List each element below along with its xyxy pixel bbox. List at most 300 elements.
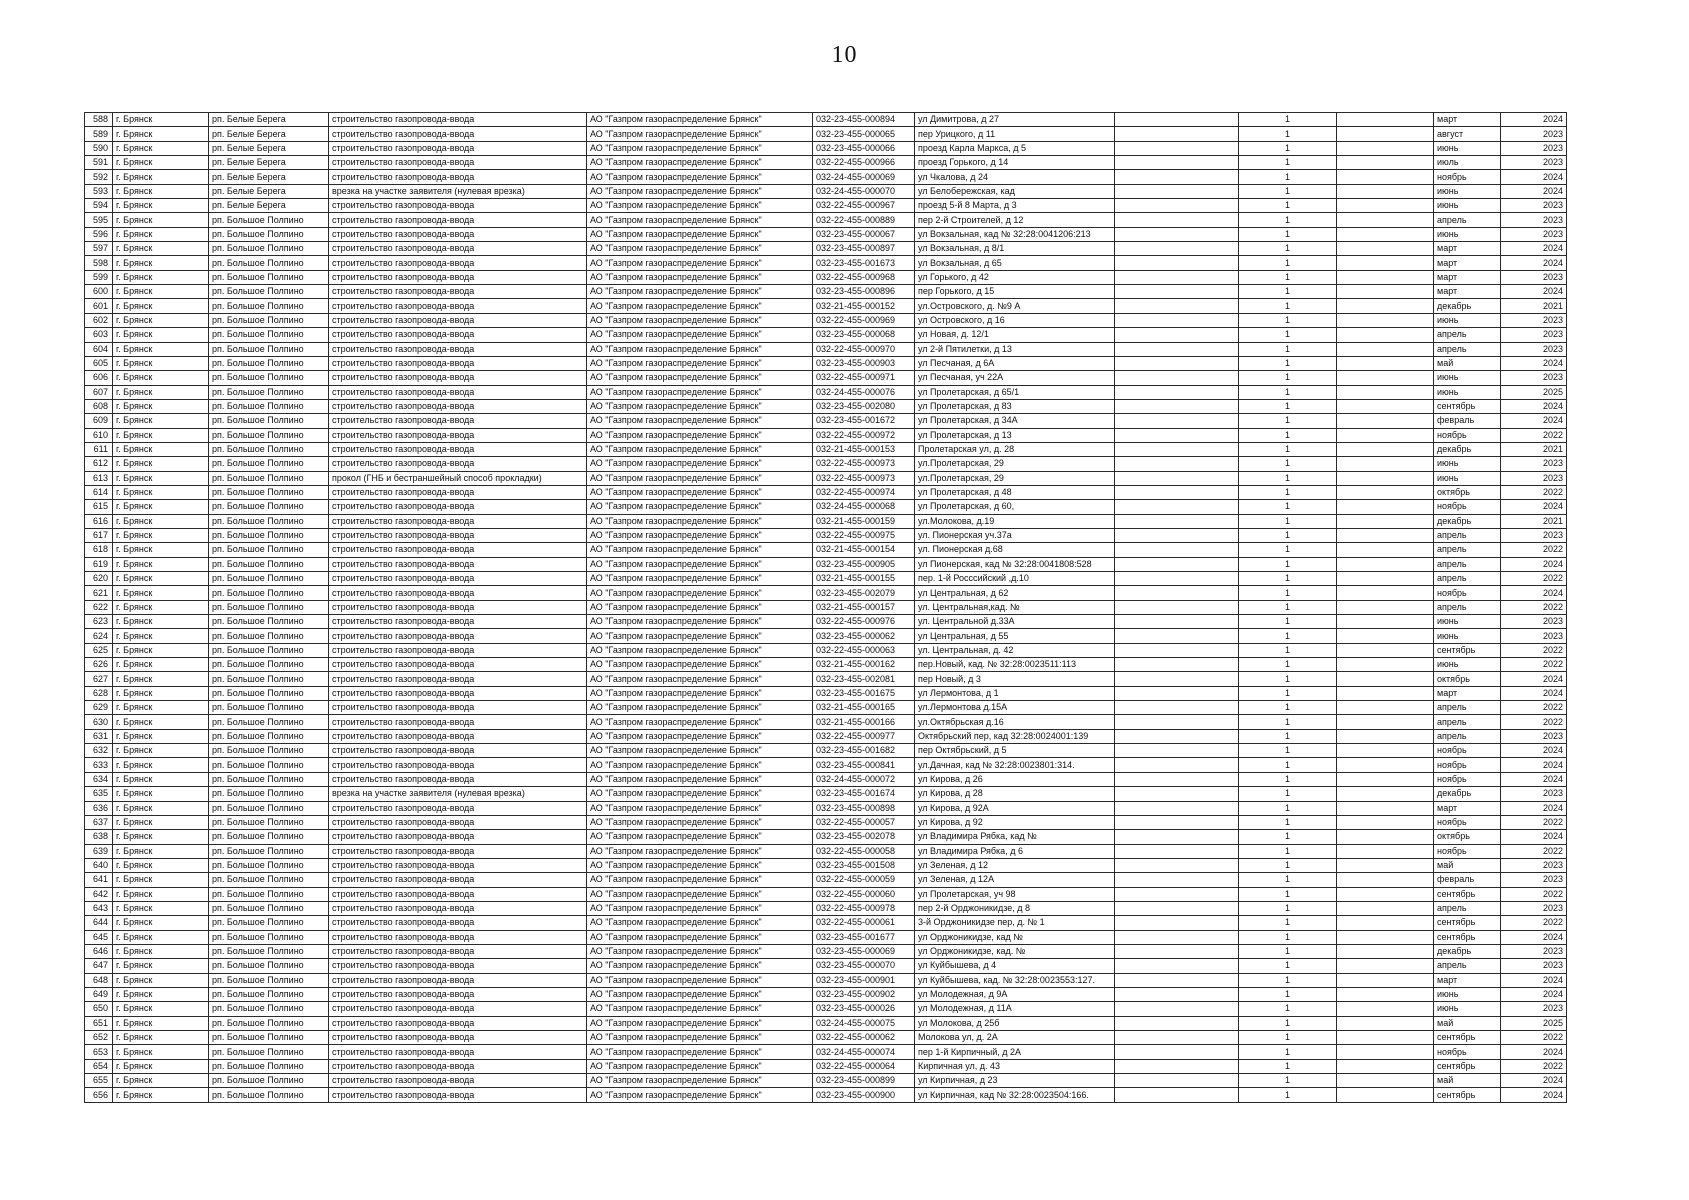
blank-cell-2: [1337, 471, 1434, 485]
settlement-cell: рп. Белые Берега: [209, 199, 329, 213]
quantity-cell: 1: [1239, 858, 1337, 872]
city-cell: г. Брянск: [113, 787, 209, 801]
settlement-cell: рп. Белые Берега: [209, 156, 329, 170]
request-number-cell: 032-23-455-002078: [813, 830, 915, 844]
table-row: [85, 787, 1567, 801]
quantity-cell: 1: [1239, 557, 1337, 571]
blank-cell: [1115, 715, 1239, 729]
request-number-cell: 032-24-455-000070: [813, 184, 915, 198]
organization-cell: АО "Газпром газораспределение Брянск": [587, 299, 813, 313]
quantity-cell: 1: [1239, 643, 1337, 657]
year-cell: 2023: [1501, 342, 1567, 356]
year-cell: 2023: [1501, 729, 1567, 743]
organization-cell: АО "Газпром газораспределение Брянск": [587, 528, 813, 542]
request-number-cell: 032-22-455-000968: [813, 270, 915, 284]
year-cell: 2024: [1501, 973, 1567, 987]
table-row: [85, 199, 1567, 213]
blank-cell-2: [1337, 113, 1434, 127]
request-number-cell: 032-24-455-000069: [813, 170, 915, 184]
quantity-cell: 1: [1239, 658, 1337, 672]
settlement-cell: рп. Большое Полпино: [209, 471, 329, 485]
table-row: [85, 213, 1567, 227]
work-type-cell: строительство газопровода-ввода: [329, 428, 587, 442]
table-row: [85, 772, 1567, 786]
address-cell: ул. Центральная, д. 42: [915, 643, 1115, 657]
request-number-cell: 032-22-455-000975: [813, 528, 915, 542]
row-number: 643: [85, 901, 113, 915]
year-cell: 2024: [1501, 170, 1567, 184]
month-cell: февраль: [1434, 873, 1501, 887]
quantity-cell: 1: [1239, 615, 1337, 629]
address-cell: пер.Новый, кад. № 32:28:0023511:113: [915, 658, 1115, 672]
row-number: 592: [85, 170, 113, 184]
table-row: [85, 170, 1567, 184]
month-cell: декабрь: [1434, 787, 1501, 801]
month-cell: март: [1434, 285, 1501, 299]
month-cell: ноябрь: [1434, 170, 1501, 184]
year-cell: 2023: [1501, 213, 1567, 227]
settlement-cell: рп. Большое Полпино: [209, 385, 329, 399]
city-cell: г. Брянск: [113, 457, 209, 471]
row-number: 619: [85, 557, 113, 571]
request-number-cell: 032-22-455-000977: [813, 729, 915, 743]
quantity-cell: 1: [1239, 873, 1337, 887]
city-cell: г. Брянск: [113, 385, 209, 399]
request-number-cell: 032-21-455-000162: [813, 658, 915, 672]
month-cell: июнь: [1434, 385, 1501, 399]
settlement-cell: рп. Большое Полпино: [209, 371, 329, 385]
blank-cell-2: [1337, 156, 1434, 170]
year-cell: 2023: [1501, 270, 1567, 284]
table-row: [85, 471, 1567, 485]
year-cell: 2022: [1501, 844, 1567, 858]
table-row: [85, 858, 1567, 872]
blank-cell: [1115, 801, 1239, 815]
settlement-cell: рп. Большое Полпино: [209, 1074, 329, 1088]
address-cell: пер 2-й Орджоникидзе, д 8: [915, 901, 1115, 915]
city-cell: г. Брянск: [113, 442, 209, 456]
quantity-cell: 1: [1239, 256, 1337, 270]
year-cell: 2024: [1501, 1045, 1567, 1059]
address-cell: ул Кирова, д 26: [915, 772, 1115, 786]
year-cell: 2024: [1501, 500, 1567, 514]
year-cell: 2023: [1501, 313, 1567, 327]
month-cell: апрель: [1434, 572, 1501, 586]
address-cell: Пролетарская ул, д. 28: [915, 442, 1115, 456]
row-number: 629: [85, 701, 113, 715]
blank-cell: [1115, 629, 1239, 643]
organization-cell: АО "Газпром газораспределение Брянск": [587, 686, 813, 700]
organization-cell: АО "Газпром газораспределение Брянск": [587, 414, 813, 428]
row-number: 602: [85, 313, 113, 327]
organization-cell: АО "Газпром газораспределение Брянск": [587, 944, 813, 958]
address-cell: проезд Карла Маркса, д 5: [915, 141, 1115, 155]
row-number: 640: [85, 858, 113, 872]
table-row: [85, 815, 1567, 829]
city-cell: г. Брянск: [113, 227, 209, 241]
work-type-cell: строительство газопровода-ввода: [329, 414, 587, 428]
month-cell: апрель: [1434, 600, 1501, 614]
year-cell: 2024: [1501, 557, 1567, 571]
table-row: [85, 256, 1567, 270]
address-cell: 3-й Орджоникидзе пер, д. № 1: [915, 916, 1115, 930]
month-cell: май: [1434, 1016, 1501, 1030]
organization-cell: АО "Газпром газораспределение Брянск": [587, 744, 813, 758]
city-cell: г. Брянск: [113, 658, 209, 672]
blank-cell: [1115, 485, 1239, 499]
address-cell: ул.Лермонтова д.15А: [915, 701, 1115, 715]
blank-cell-2: [1337, 371, 1434, 385]
work-type-cell: строительство газопровода-ввода: [329, 887, 587, 901]
year-cell: 2023: [1501, 371, 1567, 385]
row-number: 601: [85, 299, 113, 313]
quantity-cell: 1: [1239, 170, 1337, 184]
address-cell: ул Пионерская, кад № 32:28:0041808:528: [915, 557, 1115, 571]
city-cell: г. Брянск: [113, 815, 209, 829]
month-cell: сентябрь: [1434, 1059, 1501, 1073]
city-cell: г. Брянск: [113, 1088, 209, 1102]
request-number-cell: 032-21-455-000165: [813, 701, 915, 715]
quantity-cell: 1: [1239, 973, 1337, 987]
blank-cell-2: [1337, 342, 1434, 356]
city-cell: г. Брянск: [113, 471, 209, 485]
month-cell: ноябрь: [1434, 586, 1501, 600]
month-cell: июнь: [1434, 199, 1501, 213]
month-cell: декабрь: [1434, 442, 1501, 456]
request-number-cell: 032-22-455-000976: [813, 615, 915, 629]
blank-cell: [1115, 113, 1239, 127]
work-type-cell: строительство газопровода-ввода: [329, 199, 587, 213]
address-cell: ул Центральная, д 55: [915, 629, 1115, 643]
row-number: 599: [85, 270, 113, 284]
work-type-cell: строительство газопровода-ввода: [329, 1074, 587, 1088]
request-number-cell: 032-23-455-002079: [813, 586, 915, 600]
table-row: [85, 1002, 1567, 1016]
request-number-cell: 032-23-455-001682: [813, 744, 915, 758]
request-number-cell: 032-21-455-000153: [813, 442, 915, 456]
quantity-cell: 1: [1239, 1031, 1337, 1045]
blank-cell: [1115, 787, 1239, 801]
work-type-cell: строительство газопровода-ввода: [329, 615, 587, 629]
table-body: [85, 113, 1567, 1103]
year-cell: 2023: [1501, 1002, 1567, 1016]
settlement-cell: рп. Большое Полпино: [209, 227, 329, 241]
city-cell: г. Брянск: [113, 156, 209, 170]
table-row: [85, 371, 1567, 385]
blank-cell-2: [1337, 1002, 1434, 1016]
organization-cell: АО "Газпром газораспределение Брянск": [587, 342, 813, 356]
address-cell: ул.Островского, д. №9 А: [915, 299, 1115, 313]
month-cell: ноябрь: [1434, 772, 1501, 786]
address-cell: ул. Центральной д.33А: [915, 615, 1115, 629]
address-cell: ул. Пионерская д.68: [915, 543, 1115, 557]
blank-cell: [1115, 887, 1239, 901]
month-cell: апрель: [1434, 959, 1501, 973]
city-cell: г. Брянск: [113, 959, 209, 973]
blank-cell-2: [1337, 1045, 1434, 1059]
city-cell: г. Брянск: [113, 141, 209, 155]
blank-cell-2: [1337, 557, 1434, 571]
settlement-cell: рп. Большое Полпино: [209, 643, 329, 657]
blank-cell: [1115, 285, 1239, 299]
settlement-cell: рп. Большое Полпино: [209, 686, 329, 700]
blank-cell-2: [1337, 500, 1434, 514]
request-number-cell: 032-23-455-001674: [813, 787, 915, 801]
organization-cell: АО "Газпром газораспределение Брянск": [587, 916, 813, 930]
blank-cell-2: [1337, 313, 1434, 327]
city-cell: г. Брянск: [113, 170, 209, 184]
blank-cell: [1115, 1059, 1239, 1073]
work-type-cell: строительство газопровода-ввода: [329, 758, 587, 772]
month-cell: сентябрь: [1434, 930, 1501, 944]
city-cell: г. Брянск: [113, 629, 209, 643]
row-number: 630: [85, 715, 113, 729]
address-cell: ул Новая, д. 12/1: [915, 328, 1115, 342]
organization-cell: АО "Газпром газораспределение Брянск": [587, 758, 813, 772]
quantity-cell: 1: [1239, 815, 1337, 829]
row-number: 639: [85, 844, 113, 858]
settlement-cell: рп. Большое Полпино: [209, 930, 329, 944]
row-number: 607: [85, 385, 113, 399]
row-number: 647: [85, 959, 113, 973]
address-cell: ул Куйбышева, д 4: [915, 959, 1115, 973]
work-type-cell: строительство газопровода-ввода: [329, 1002, 587, 1016]
blank-cell-2: [1337, 658, 1434, 672]
request-number-cell: 032-22-455-000062: [813, 1031, 915, 1045]
work-type-cell: строительство газопровода-ввода: [329, 987, 587, 1001]
address-cell: пер Октябрьский, д 5: [915, 744, 1115, 758]
month-cell: март: [1434, 113, 1501, 127]
table-row: [85, 285, 1567, 299]
work-type-cell: строительство газопровода-ввода: [329, 485, 587, 499]
address-cell: ул Кирпичная, кад № 32:28:0023504:166.: [915, 1088, 1115, 1102]
city-cell: г. Брянск: [113, 557, 209, 571]
quantity-cell: 1: [1239, 285, 1337, 299]
quantity-cell: 1: [1239, 1074, 1337, 1088]
table-row: [85, 658, 1567, 672]
table-row: [85, 572, 1567, 586]
blank-cell: [1115, 399, 1239, 413]
organization-cell: АО "Газпром газораспределение Брянск": [587, 270, 813, 284]
month-cell: ноябрь: [1434, 500, 1501, 514]
blank-cell: [1115, 242, 1239, 256]
blank-cell-2: [1337, 887, 1434, 901]
settlement-cell: рп. Большое Полпино: [209, 629, 329, 643]
quantity-cell: 1: [1239, 701, 1337, 715]
month-cell: ноябрь: [1434, 744, 1501, 758]
work-type-cell: строительство газопровода-ввода: [329, 285, 587, 299]
blank-cell: [1115, 1016, 1239, 1030]
month-cell: ноябрь: [1434, 428, 1501, 442]
quantity-cell: 1: [1239, 830, 1337, 844]
year-cell: 2023: [1501, 629, 1567, 643]
blank-cell-2: [1337, 356, 1434, 370]
address-cell: пер. 1-й Росссийский ,д.10: [915, 572, 1115, 586]
request-number-cell: 032-24-455-000068: [813, 500, 915, 514]
quantity-cell: 1: [1239, 385, 1337, 399]
blank-cell-2: [1337, 744, 1434, 758]
table-row: [85, 916, 1567, 930]
settlement-cell: рп. Большое Полпино: [209, 916, 329, 930]
settlement-cell: рп. Большое Полпино: [209, 815, 329, 829]
quantity-cell: 1: [1239, 356, 1337, 370]
table-row: [85, 156, 1567, 170]
blank-cell-2: [1337, 299, 1434, 313]
address-cell: ул Молодежная, д 9А: [915, 987, 1115, 1001]
month-cell: декабрь: [1434, 514, 1501, 528]
request-number-cell: 032-23-455-000899: [813, 1074, 915, 1088]
organization-cell: АО "Газпром газораспределение Брянск": [587, 242, 813, 256]
row-number: 635: [85, 787, 113, 801]
city-cell: г. Брянск: [113, 399, 209, 413]
row-number: 593: [85, 184, 113, 198]
work-type-cell: строительство газопровода-ввода: [329, 916, 587, 930]
blank-cell-2: [1337, 916, 1434, 930]
blank-cell-2: [1337, 285, 1434, 299]
work-type-cell: строительство газопровода-ввода: [329, 127, 587, 141]
table-row: [85, 729, 1567, 743]
year-cell: 2025: [1501, 1016, 1567, 1030]
work-type-cell: строительство газопровода-ввода: [329, 514, 587, 528]
work-type-cell: строительство газопровода-ввода: [329, 356, 587, 370]
organization-cell: АО "Газпром газораспределение Брянск": [587, 858, 813, 872]
quantity-cell: 1: [1239, 758, 1337, 772]
work-type-cell: строительство газопровода-ввода: [329, 873, 587, 887]
table-row: [85, 873, 1567, 887]
work-type-cell: строительство газопровода-ввода: [329, 399, 587, 413]
quantity-cell: 1: [1239, 586, 1337, 600]
year-cell: 2023: [1501, 858, 1567, 872]
blank-cell-2: [1337, 227, 1434, 241]
organization-cell: АО "Газпром газораспределение Брянск": [587, 787, 813, 801]
city-cell: г. Брянск: [113, 758, 209, 772]
month-cell: июнь: [1434, 615, 1501, 629]
blank-cell-2: [1337, 901, 1434, 915]
quantity-cell: 1: [1239, 342, 1337, 356]
request-number-cell: 032-23-455-000069: [813, 944, 915, 958]
year-cell: 2024: [1501, 256, 1567, 270]
organization-cell: АО "Газпром газораспределение Брянск": [587, 801, 813, 815]
blank-cell-2: [1337, 414, 1434, 428]
city-cell: г. Брянск: [113, 184, 209, 198]
settlement-cell: рп. Большое Полпино: [209, 256, 329, 270]
blank-cell-2: [1337, 686, 1434, 700]
organization-cell: АО "Газпром газораспределение Брянск": [587, 127, 813, 141]
table-row: [85, 127, 1567, 141]
row-number: 648: [85, 973, 113, 987]
organization-cell: АО "Газпром газораспределение Брянск": [587, 930, 813, 944]
table-row: [85, 543, 1567, 557]
blank-cell-2: [1337, 442, 1434, 456]
settlement-cell: рп. Большое Полпино: [209, 801, 329, 815]
blank-cell: [1115, 528, 1239, 542]
work-type-cell: строительство газопровода-ввода: [329, 772, 587, 786]
blank-cell: [1115, 500, 1239, 514]
table-row: [85, 399, 1567, 413]
organization-cell: АО "Газпром газораспределение Брянск": [587, 887, 813, 901]
quantity-cell: 1: [1239, 199, 1337, 213]
row-number: 638: [85, 830, 113, 844]
work-type-cell: строительство газопровода-ввода: [329, 858, 587, 872]
request-number-cell: 032-22-455-000973: [813, 471, 915, 485]
city-cell: г. Брянск: [113, 270, 209, 284]
work-type-cell: строительство газопровода-ввода: [329, 586, 587, 600]
table-row: [85, 758, 1567, 772]
settlement-cell: рп. Большое Полпино: [209, 285, 329, 299]
row-number: 604: [85, 342, 113, 356]
year-cell: 2023: [1501, 615, 1567, 629]
month-cell: апрель: [1434, 901, 1501, 915]
work-type-cell: строительство газопровода-ввода: [329, 830, 587, 844]
row-number: 644: [85, 916, 113, 930]
blank-cell: [1115, 356, 1239, 370]
table-row: [85, 313, 1567, 327]
request-number-cell: 032-23-455-000070: [813, 959, 915, 973]
blank-cell-2: [1337, 457, 1434, 471]
settlement-cell: рп. Большое Полпино: [209, 787, 329, 801]
row-number: 634: [85, 772, 113, 786]
blank-cell: [1115, 959, 1239, 973]
blank-cell: [1115, 385, 1239, 399]
table-row: [85, 385, 1567, 399]
settlement-cell: рп. Белые Берега: [209, 127, 329, 141]
work-type-cell: строительство газопровода-ввода: [329, 944, 587, 958]
blank-cell-2: [1337, 944, 1434, 958]
blank-cell: [1115, 686, 1239, 700]
quantity-cell: 1: [1239, 514, 1337, 528]
request-number-cell: 032-22-455-000966: [813, 156, 915, 170]
quantity-cell: 1: [1239, 127, 1337, 141]
row-number: 642: [85, 887, 113, 901]
work-type-cell: строительство газопровода-ввода: [329, 543, 587, 557]
organization-cell: АО "Газпром газораспределение Брянск": [587, 557, 813, 571]
settlement-cell: рп. Большое Полпино: [209, 944, 329, 958]
year-cell: 2023: [1501, 141, 1567, 155]
settlement-cell: рп. Большое Полпино: [209, 414, 329, 428]
blank-cell-2: [1337, 141, 1434, 155]
city-cell: г. Брянск: [113, 901, 209, 915]
address-cell: ул.Октябрьская д.16: [915, 715, 1115, 729]
city-cell: г. Брянск: [113, 342, 209, 356]
year-cell: 2022: [1501, 600, 1567, 614]
request-number-cell: 032-22-455-000057: [813, 815, 915, 829]
month-cell: июнь: [1434, 629, 1501, 643]
table-row: [85, 414, 1567, 428]
quantity-cell: 1: [1239, 485, 1337, 499]
table-row: [85, 830, 1567, 844]
settlement-cell: рп. Большое Полпино: [209, 242, 329, 256]
year-cell: 2022: [1501, 701, 1567, 715]
city-cell: г. Брянск: [113, 672, 209, 686]
table-row: [85, 944, 1567, 958]
address-cell: ул Вокзальная, кад № 32:28:0041206:213: [915, 227, 1115, 241]
settlement-cell: рп. Большое Полпино: [209, 600, 329, 614]
year-cell: 2024: [1501, 1074, 1567, 1088]
work-type-cell: прокол (ГНБ и бестраншейный способ прокладки): [329, 471, 587, 485]
organization-cell: АО "Газпром газораспределение Брянск": [587, 973, 813, 987]
city-cell: г. Брянск: [113, 543, 209, 557]
year-cell: 2021: [1501, 514, 1567, 528]
blank-cell: [1115, 156, 1239, 170]
blank-cell-2: [1337, 514, 1434, 528]
row-number: 597: [85, 242, 113, 256]
table-row: [85, 1088, 1567, 1102]
blank-cell: [1115, 944, 1239, 958]
organization-cell: АО "Газпром газораспределение Брянск": [587, 815, 813, 829]
blank-cell: [1115, 313, 1239, 327]
organization-cell: АО "Газпром газораспределение Брянск": [587, 600, 813, 614]
settlement-cell: рп. Большое Полпино: [209, 873, 329, 887]
